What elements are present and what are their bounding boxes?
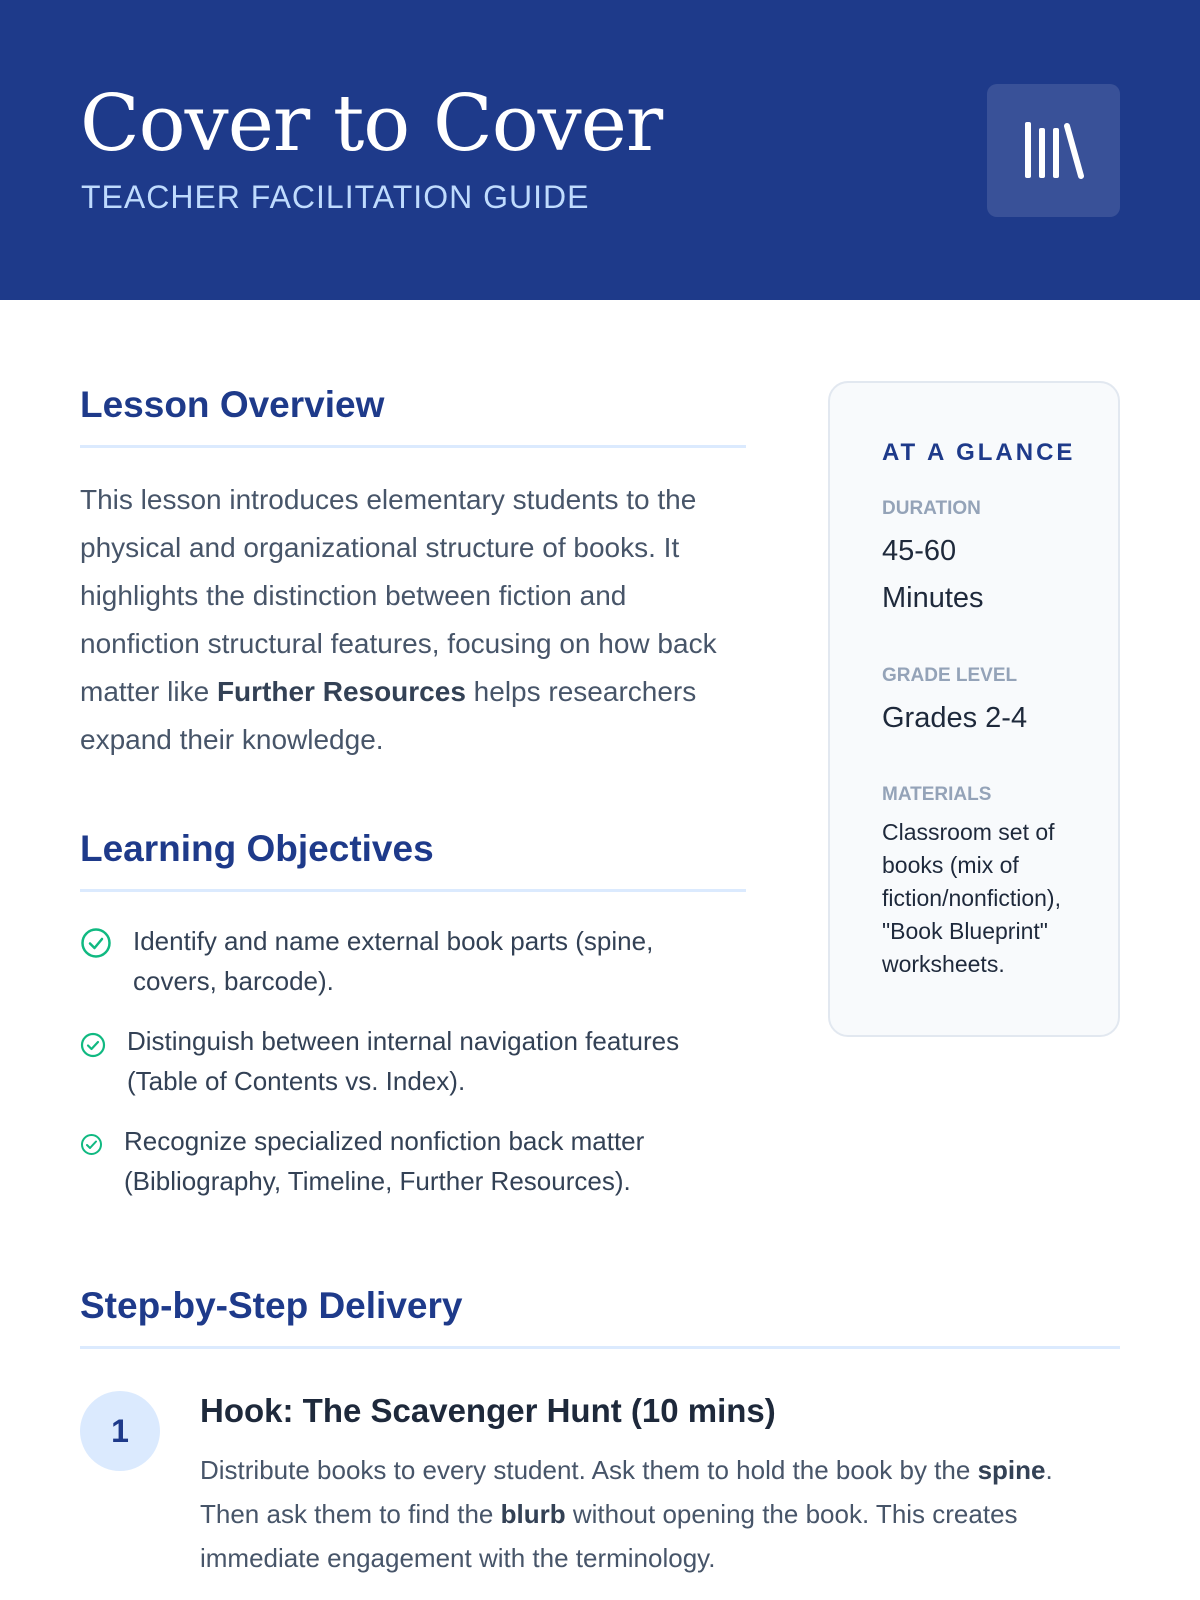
- header-banner: [0, 0, 1200, 300]
- step-text-part: . Then ask them to find the: [200, 1455, 1053, 1529]
- objective-text: Recognize specialized nonfiction back matter (Bibliography, Timeline, Further Resources).: [124, 1126, 645, 1196]
- objectives-heading: Learning Objectives: [80, 828, 434, 869]
- overview-divider: [80, 445, 746, 448]
- overview-text: [80, 476, 745, 764]
- step-text-part: Distribute books to every student. Ask them to hold the book by the: [200, 1455, 978, 1485]
- step-number-badge: 1: [80, 1391, 160, 1471]
- check-circle-icon: [80, 1133, 103, 1156]
- page-title: Cover to Cover: [80, 79, 663, 169]
- overview-text-part: helps researchers expand their knowledge.: [80, 676, 697, 755]
- overview-bold-term: Further Resources: [216, 676, 466, 707]
- grade-level-label: GRADE LEVEL: [882, 665, 1018, 686]
- glance-heading: AT A GLANCE: [882, 439, 1076, 466]
- step-text-part: without opening the book. This creates immediate engagement with the terminology.: [200, 1499, 1018, 1573]
- delivery-heading: Step-by-Step Delivery: [80, 1285, 463, 1326]
- overview-heading: Lesson Overview: [80, 384, 385, 425]
- library-icon: [1023, 120, 1085, 182]
- delivery-divider: [80, 1346, 1120, 1349]
- step-description: [200, 1448, 1100, 1580]
- step-title: Hook: The Scavenger Hunt (10 mins): [200, 1392, 776, 1429]
- at-a-glance-card: [828, 381, 1120, 1037]
- check-circle-icon: [80, 1032, 106, 1058]
- materials-value: Classroom set of books (mix of fiction/nonfiction), "Book Blueprint" worksheets.: [882, 819, 1061, 977]
- objective-text: Identify and name external book parts (spine, covers, barcode).: [133, 926, 654, 996]
- check-circle-icon: [80, 927, 112, 959]
- step-bold-term: blurb: [500, 1499, 566, 1529]
- materials-label: MATERIALS: [882, 784, 992, 805]
- objectives-divider: [80, 889, 746, 892]
- duration-label: DURATION: [882, 498, 981, 519]
- logo-badge: [987, 84, 1120, 217]
- overview-text-part: This lesson introduces elementary students to the physical and organizational structure of books. It highlights the distinction between fiction and nonfiction structural features, focusing on how back matter like: [80, 484, 717, 707]
- objective-text: Distinguish between internal navigation features (Table of Contents vs. Index).: [127, 1026, 680, 1096]
- page-subtitle: TEACHER FACILITATION GUIDE: [81, 179, 590, 215]
- grade-level-value: Grades 2-4: [882, 702, 1028, 734]
- step-bold-term: spine: [977, 1455, 1046, 1485]
- duration-value: 45-60 Minutes: [882, 535, 984, 614]
